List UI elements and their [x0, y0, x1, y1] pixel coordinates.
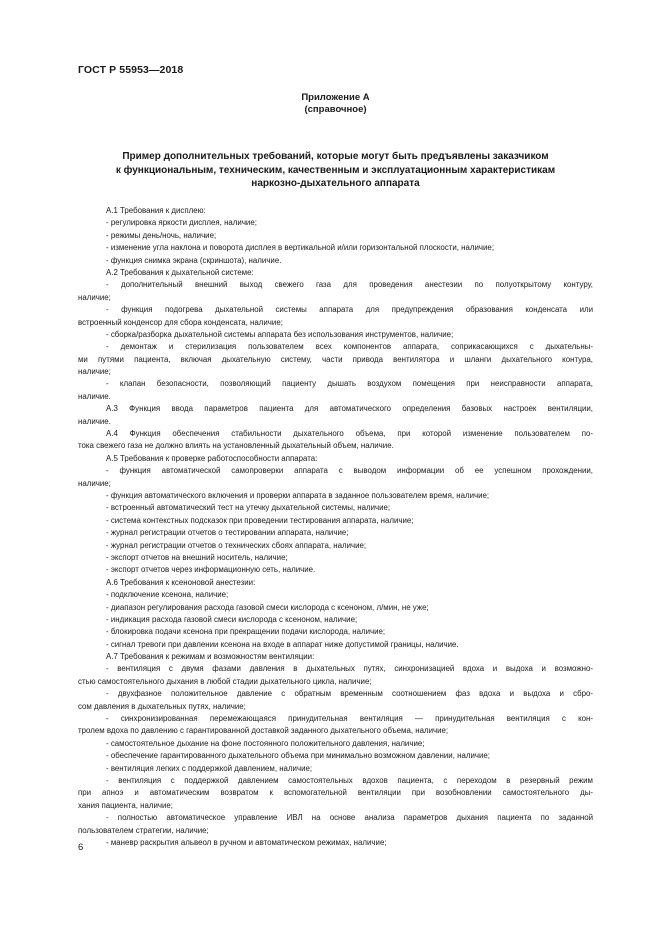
body-line: - дополнительный внешний выход свежего газа для проведения анестезии по полуоткрытому контуру,	[106, 280, 593, 290]
body-text	[78, 205, 593, 849]
body-line: наличие;	[78, 292, 111, 302]
body-line: хания пациента, наличие;	[78, 800, 173, 810]
body-line: ми путями пациента, включая дыхательную систему, части привода вентилятора и шланги дыхательного контура,	[78, 354, 593, 364]
body-line: - функция автоматической самопроверки аппарата с выводом информации об ее успешном прохождении,	[106, 466, 593, 476]
body-line: - маневр раскрытия альвеол в ручном и автоматическом режимах, наличие;	[106, 837, 387, 847]
body-line: - подключение ксенона, наличие;	[106, 590, 229, 600]
body-line: - самостоятельное дыхание на фоне постоянного положительного давления, наличие;	[106, 738, 425, 748]
body-line: - диапазон регулирования расхода газовой смеси кислорода с ксеноном, л/мин, не уже;	[106, 602, 429, 612]
body-line: встроенный конденсор для сбора конденсата, наличие;	[78, 317, 283, 327]
title-line: Пример дополнительных требований, которые могут быть предъявлены заказчиком	[122, 151, 549, 162]
body-line: - журнал регистрации отчетов о тестировании аппарата, наличие;	[106, 528, 349, 538]
body-line: тролем вдоха по давлению с гарантированной доставкой заданного дыхательного объема, наличие;	[78, 726, 449, 736]
body-line: - система контекстных подсказок при проведении тестирования аппарата, наличие;	[106, 515, 414, 525]
appendix-subtitle: (справочное)	[304, 104, 367, 115]
body-line: - вентиляция с двумя фазами давления в дыхательных путях, синхронизацией вдоха и выдоха и возможно-	[106, 664, 593, 674]
body-line: - журнал регистрации отчетов о технических сбоях аппарата, наличие;	[106, 540, 367, 550]
body-line: - вентиляция легких с поддержкой давлением, наличие;	[106, 763, 313, 773]
body-line: - двухфазное положительное давление с обратным временным соотношением фаз вдоха и выдоха и сбро-	[106, 689, 593, 699]
body-line: А.4 Функция обеспечения стабильности дыхательного объема, при которой изменение пользователем по-	[106, 429, 593, 439]
standard-header: ГОСТ Р 55953—2018	[78, 64, 184, 76]
body-line: А.2 Требования к дыхательной системе:	[106, 267, 254, 277]
body-line: наличие.	[78, 416, 111, 426]
body-line: наличие;	[78, 478, 111, 488]
body-line: - клапан безопасности, позволяющий пациенту дышать воздухом помещения при неисправности аппарата,	[106, 379, 593, 389]
body-line: - режимы день/ночь, наличие;	[106, 230, 217, 240]
body-line: - регулировка яркости дисплея, наличие;	[106, 218, 257, 228]
body-line: - вентиляция с поддержкой давлением самостоятельных вдохов пациента, с переходом в резервный режим	[106, 775, 593, 785]
body-line: - полностью автоматическое управление ИВЛ на основе анализа параметров дыхания пациента по заданной	[106, 813, 593, 823]
body-line: при апноэ и автоматическим возвратом к вспомогательной вентиляции при возобновлении самостоятельного ды-	[78, 788, 593, 798]
body-line: - встроенный автоматический тест на утечку дыхательной системы, наличие;	[106, 503, 391, 513]
title-line: к функциональным, техническим, качественным и эксплуатационным характеристикам	[115, 164, 556, 176]
body-line: А.3 Функция ввода параметров пациента для автоматического определения базовых настроек вентиляции,	[106, 404, 593, 414]
body-line: - блокировка подачи ксенона при прекращении подачи кислорода, наличие;	[106, 627, 386, 637]
body-line: А.7 Требования к режимам и возможностям вентиляции:	[106, 652, 315, 662]
section-title	[78, 150, 593, 191]
body-line: сом давления в дыхательных путях, наличие;	[78, 701, 246, 711]
body-line: - функция автоматического включения и проверки аппарата в заданное пользователем время, наличие;	[106, 490, 490, 500]
body-line: - функция снимка экрана (скриншота), наличие.	[106, 255, 282, 265]
body-line: - синхронизированная перемежающаяся принудительная вентиляция — принудительная вентиляция с кон-	[106, 714, 593, 724]
body-line: - сигнал тревоги при давлении ксенона на входе в аппарат ниже допустимой границы, наличие.	[106, 639, 459, 649]
body-line: - индикация расхода газовой смеси кислорода с ксеноном, наличие;	[106, 614, 358, 624]
body-line: - функция подогрева дыхательной системы аппарата для предупреждения образования конденсата или	[106, 305, 593, 315]
body-line: - сборка/разборка дыхательной системы аппарата без использования инструментов, наличие;	[106, 329, 454, 339]
body-line: А.5 Требования к проверке работоспособности аппарата:	[106, 453, 318, 463]
body-line: тока свежего газа не должно влиять на установленный дыхательный объем, наличие.	[78, 441, 394, 451]
body-line: - изменение угла наклона и поворота дисплея в вертикальной и/или горизонтальной плоскости, наличие;	[106, 243, 495, 253]
body-line: - экспорт отчетов на внешний носитель, наличие;	[106, 552, 288, 562]
body-line: - обеспечение гарантированного дыхательного объема при минимально возможном давлении, наличие;	[106, 751, 490, 761]
page-number: 6	[78, 842, 84, 853]
body-line: А.1 Требования к дисплею:	[106, 206, 206, 215]
title-line: наркозно-дыхательного аппарата	[251, 178, 420, 189]
body-line: стью самостоятельного дыхания в любой стадии дыхательного цикла, наличие;	[78, 676, 372, 686]
appendix-heading	[78, 92, 593, 116]
body-line: - экспорт отчетов через информационную сеть, наличие.	[106, 565, 316, 575]
body-line: А.6 Требования к ксеноновой анестезии:	[106, 577, 256, 587]
body-line: наличие;	[78, 367, 111, 377]
appendix-title: Приложение А	[301, 92, 370, 103]
body-line: наличие.	[78, 391, 111, 401]
body-line: пользователем стратегии, наличие;	[78, 825, 209, 835]
body-line: - демонтаж и стерилизация пользователем всех компонентов аппарата, соприкасающихся с дыхательны-	[106, 342, 593, 352]
